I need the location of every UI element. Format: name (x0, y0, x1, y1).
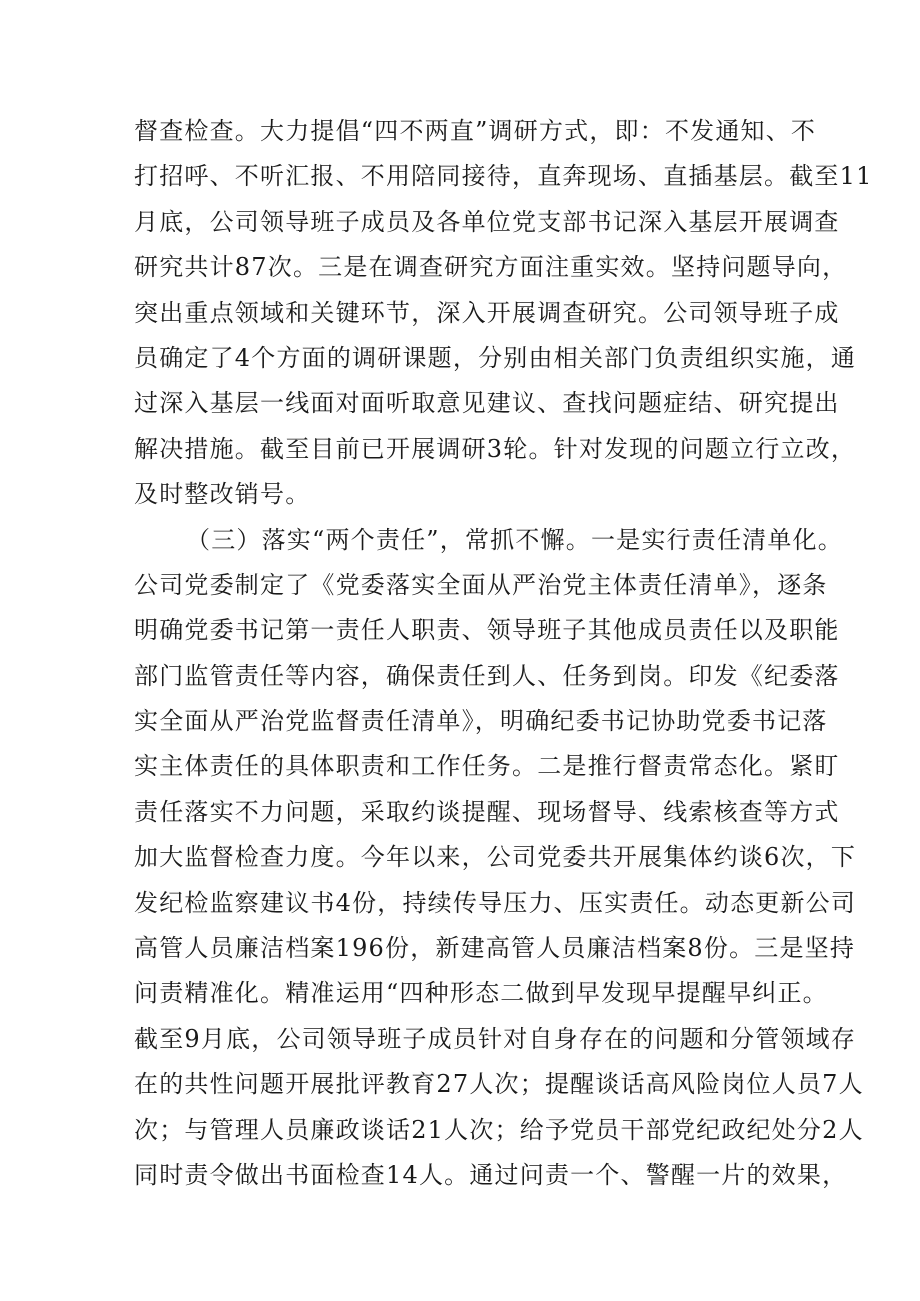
text-line: 突出重点领域和关键环节，深入开展调查研究。公司领导班子成 (134, 298, 840, 327)
text-line: 同时责令做出书面检查14人。通过问责一个、警醒一片的效果， (134, 1160, 848, 1189)
text-line: 员确定了4个方面的调研课题，分别由相关部门负责组织实施，通 (134, 343, 857, 372)
text-line: 责任落实不力问题，采取约谈提醒、现场督导、线索核查等方式 (134, 797, 840, 826)
text-line: 督查检查。大力提倡“四不两直”调研方式，即：不发通知、不 (134, 117, 817, 145)
text-line: 发纪检监察建议书4份，持续传导压力、压实责任。动态更新公司 (134, 888, 857, 917)
text-line: 部门监管责任等内容，确保责任到人、任务到岗。印发《纪委落 (134, 661, 840, 690)
text-line: 加大监督检查力度。今年以来，公司党委共开展集体约谈6次，下 (134, 843, 857, 872)
text-line: 明确党委书记第一责任人职责、领导班子其他成员责任以及职能 (134, 616, 840, 645)
text-line: 公司党委制定了《党委落实全面从严治党主体责任清单》，逐条 (134, 570, 828, 599)
text-line: 实全面从严治党监督责任清单》，明确纪委书记协助党委书记落 (134, 707, 828, 736)
text-line: 实主体责任的具体职责和工作任务。二是推行督责常态化。紧盯 (134, 752, 840, 781)
text-line: 过深入基层一线面对面听取意见建议、查找问题症结、研究提出 (134, 389, 840, 418)
text-line: 在的共性问题开展批评教育27人次；提醒谈话高风险岗位人员7人 (134, 1070, 864, 1099)
document-body (134, 109, 873, 1198)
text-line: 打招呼、不听汇报、不用陪同接待，直奔现场、直插基层。截至11 (134, 162, 873, 191)
text-line: 研究共计87次。三是在调查研究方面注重实效。坚持问题导向， (134, 253, 848, 282)
text-line: 截至9月底，公司领导班子成员针对自身存在的问题和分管领域存 (134, 1024, 857, 1053)
text-line: 及时整改销号。 (134, 480, 311, 509)
text-line: 问责精准化。精准运用“四种形态二做到早发现早提醒早纠正。 (134, 979, 828, 1008)
text-line: 次；与管理人员廉政谈话21人次；给予党员干部党纪政纪处分2人 (134, 1115, 864, 1144)
text-line: 月底，公司领导班子成员及各单位党支部书记深入基层开展调查 (134, 207, 840, 236)
section-heading-line: （三）落实“两个责任”，常抓不懈。一是实行责任清单化。 (186, 525, 843, 554)
text-line: 高管人员廉洁档案196份，新建高管人员廉洁档案8份。三是坚持 (134, 934, 856, 963)
text-line: 解决措施。截至目前已开展调研3轮。针对发现的问题立行立改， (134, 434, 857, 463)
